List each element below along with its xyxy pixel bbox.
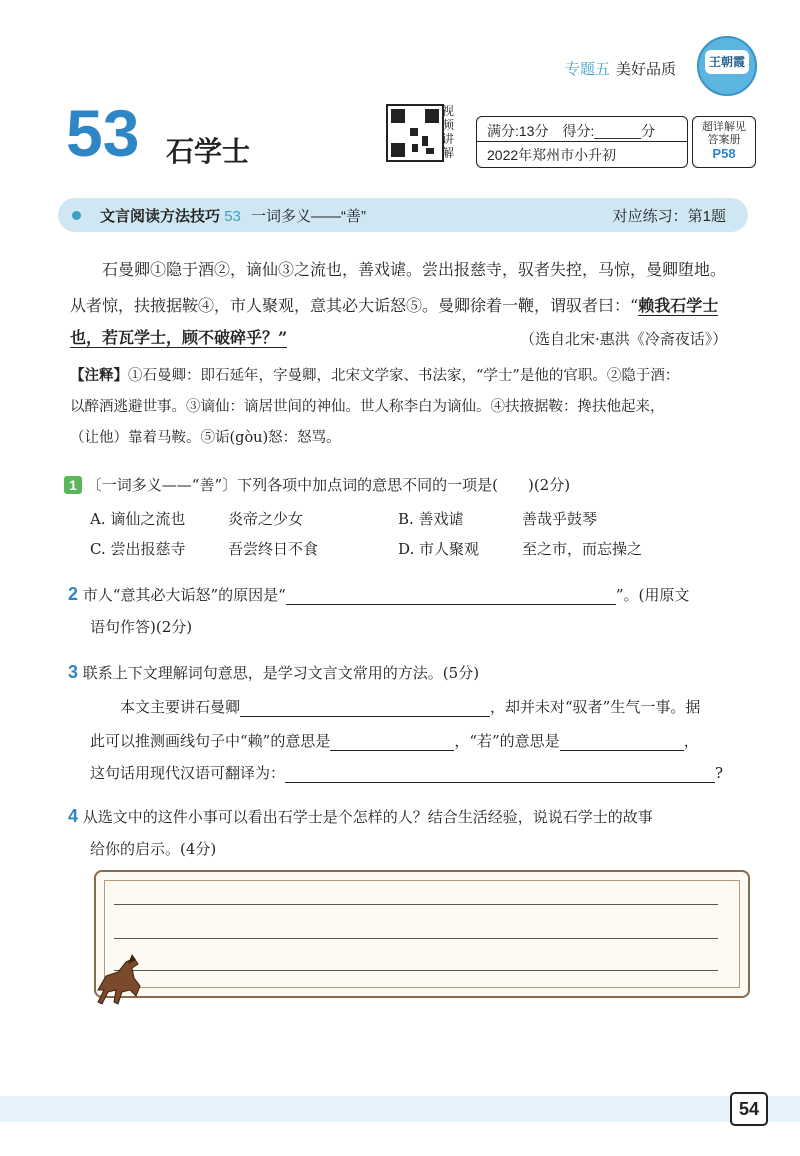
q1-stem: 〔一词多义——“善”〕下列各项中加点词的意思不同的一项是( )(2分) (86, 476, 571, 494)
underlined-sentence-1: 赖我石学士 (638, 296, 719, 315)
method-label: 文言阅读方法技巧 (100, 208, 221, 225)
method-number: 53 (224, 208, 241, 225)
method-title (100, 205, 366, 226)
q1-option-c[interactable]: C. 尝出报慈寺 (90, 540, 186, 558)
footer-band (0, 1096, 800, 1122)
notes-line-2: 以醉酒逃避世事。③谪仙：谪居世间的神仙。世人称李白为谪仙。④扶掖据鞍：搀扶他起来， (70, 399, 665, 415)
q3-blank-1[interactable] (240, 698, 490, 717)
q3-text-1b: ，却并未对“驭者”生气一事。据 (490, 698, 701, 716)
q3-blank-4[interactable] (285, 764, 715, 783)
answer-ref-line1: 超详解见 (702, 121, 746, 133)
q3-text-3b: ? (715, 764, 724, 782)
notes-block (70, 360, 750, 454)
q2-text-a: 市人“意其必大诟怒”的原因是“ (82, 586, 286, 604)
answer-area[interactable] (94, 870, 750, 998)
q4-number: 4 (68, 806, 79, 826)
q3-number: 3 (68, 662, 79, 682)
q3-text-3a: 这句话用现代汉语可翻译为： (90, 764, 286, 782)
answer-frame-inner (104, 880, 740, 988)
q1-option-c-compare: 吾尝终日不食 (228, 540, 319, 558)
notes-label: 【注释】 (70, 367, 128, 384)
q1-option-d-compare: 至之市，而忘操之 (522, 540, 643, 558)
method-topic: 一词多义——“善” (251, 208, 367, 225)
question-3 (68, 662, 479, 683)
horse-icon (88, 950, 152, 1010)
notes-line-3: （让他）靠着马鞍。⑤诟(gòu)怒：怒骂。 (70, 430, 341, 446)
q2-text-b: ”。(用原文 (615, 586, 690, 604)
answer-line[interactable] (114, 904, 718, 905)
qr-code-icon[interactable] (386, 104, 444, 162)
q1-option-a-compare: 炎帝之少女 (228, 510, 304, 528)
q3-line-1 (120, 696, 760, 717)
topic-name: 美好品质 (616, 61, 677, 78)
lesson-number: 53 (66, 96, 140, 170)
answer-ref-page: P58 (712, 146, 736, 161)
video-label: 视频讲解 (442, 104, 455, 160)
q2-text-c: 语句作答)(2分) (90, 618, 193, 636)
notes-line-1 (70, 360, 750, 392)
q3-blank-3[interactable] (560, 732, 684, 751)
lesson-title: 石学士 (166, 135, 251, 168)
score-line: 满分:13分 得分:______分 (487, 123, 656, 139)
answer-line[interactable] (114, 970, 718, 971)
underlined-sentence-2: 也，若瓦学士，顾不破碎乎？” (70, 328, 288, 347)
passage-line-1: 石曼卿①隐于酒②，谪仙③之流也，善戏谑。尝出报慈寺，驭者失控，马惊，曼卿堕地。 (102, 260, 727, 279)
q3-stem: 联系上下文理解词句意思，是学习文言文常用的方法。(5分) (82, 664, 480, 682)
q3-line-2 (90, 730, 760, 751)
passage-line-2 (70, 290, 750, 322)
brand-logo (697, 36, 757, 96)
topic-header (565, 58, 676, 79)
q1-option-a[interactable]: A. 谪仙之流也 (90, 510, 186, 528)
q3-blank-2[interactable] (330, 732, 454, 751)
notes-text-1: ①石曼卿：即石延年，字曼卿，北宋文学家、书法家，“学士”是他的官职。②隐于酒： (128, 368, 680, 384)
q3-text-2b: ，“若”的意思是 (454, 732, 560, 750)
source-line: 2022年郑州市小升初 (487, 147, 617, 163)
topic-label: 专题五 (565, 61, 611, 78)
q3-text-2a: 此可以推测画线句子中“赖”的意思是 (90, 732, 331, 750)
passage-line-2a: 从者惊，扶掖据鞍④，市人聚观，意其必大诟怒⑤。曼卿徐着一鞭，谓驭者曰：“ (70, 296, 639, 315)
q1-option-b-compare: 善哉乎鼓琴 (522, 510, 598, 528)
page-number: 54 (730, 1092, 768, 1126)
answer-line[interactable] (114, 938, 718, 939)
score-box (476, 116, 688, 168)
q4-line-2: 给你的启示。(4分) (90, 840, 217, 858)
q1-option-d[interactable]: D. 市人聚观 (398, 540, 480, 558)
passage-source: （选自北宋·惠洪《冷斋夜话》） (520, 330, 728, 348)
question-2 (68, 584, 758, 605)
q3-text-2c: ， (683, 732, 699, 750)
q2-answer-blank[interactable] (286, 586, 616, 605)
q1-option-b[interactable]: B. 善戏谑 (398, 510, 464, 528)
band-dot-icon (72, 211, 81, 220)
q3-line-3 (90, 762, 760, 783)
q3-text-1a: 本文主要讲石曼卿 (120, 698, 241, 716)
q2-number: 2 (68, 584, 79, 604)
question-4 (68, 806, 653, 827)
answer-reference-box (692, 116, 756, 168)
q1-number: 1 (64, 476, 82, 494)
method-band (58, 198, 748, 232)
logo-text: 王朝霞 (705, 50, 749, 74)
practice-ref: 对应练习：第1题 (612, 208, 726, 225)
q4-line-1: 从选文中的这件小事可以看出石学士是个怎样的人？结合生活经验，说说石学士的故事 (82, 808, 653, 826)
answer-ref-line2: 答案册 (707, 134, 741, 146)
question-1 (64, 474, 570, 495)
